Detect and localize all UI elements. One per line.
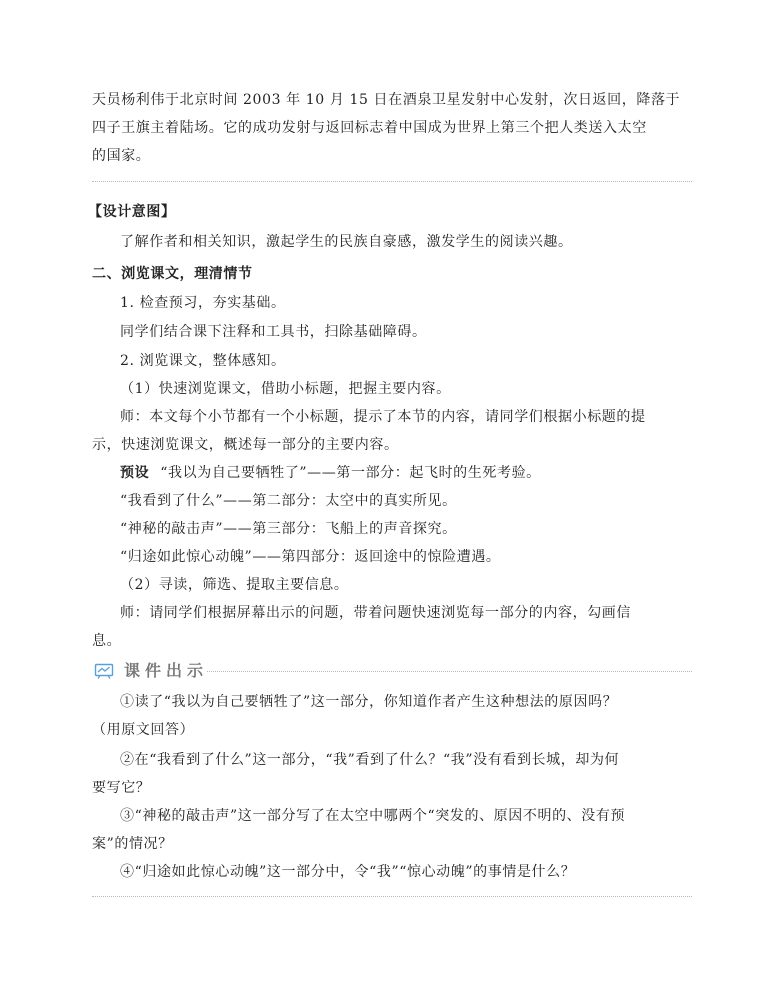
teacher-prompt-1-line-1: 师：本文每个小节都有一个小标题，提示了本节的内容，请同学们根据小标题的提	[120, 409, 646, 425]
preset-item-3: “神秘的敲击声”——第三部分：飞船上的声音探究。	[120, 521, 457, 537]
design-intent-text: 了解作者和相关知识，激起学生的民族自豪感，激发学生的阅读兴趣。	[120, 234, 573, 250]
courseware-header	[92, 660, 692, 682]
step-one: 1. 检查预习，夯实基础。	[120, 295, 286, 311]
preset-item-4: “归途如此惊心动魄”——第四部分：返回途中的惊险遭遇。	[120, 549, 501, 565]
courseware-rule	[207, 671, 692, 672]
teacher-prompt-2-line-2: 息。	[92, 633, 122, 649]
step-two: 2. 浏览课文，整体感知。	[120, 353, 286, 369]
question-4-line-1: ④“归途如此惊心动魄”这一部分中，令“我”“惊心动魄”的事情是什么？	[120, 864, 576, 880]
presentation-board-icon	[94, 663, 114, 679]
intro-line-1: 天员杨利伟于北京时间 2003 年 10 月 15 日在酒泉卫星发射中心发射，次日返回，降落于	[92, 92, 681, 108]
intro-line-3: 的国家。	[92, 148, 151, 164]
preset-item-1: “我以为自己要牺牲了”——第一部分：起飞时的生死考验。	[160, 465, 541, 481]
section-two-heading: 二、浏览课文，理清情节	[92, 266, 253, 282]
sub-step-two: （2）寻读，筛选、提取主要信息。	[120, 577, 349, 593]
preset-line-1	[120, 463, 720, 483]
question-2-line-2: 要写它？	[92, 780, 151, 796]
bottom-divider	[92, 896, 692, 897]
section-divider	[92, 181, 692, 182]
courseware-title: 课件出示	[124, 661, 209, 680]
step-one-desc: 同学们结合课下注释和工具书，扫除基础障碍。	[120, 324, 427, 340]
question-1-line-1: ①读了“我以为自己要牺牲了”这一部分，你知道作者产生这种想法的原因吗？	[120, 694, 618, 710]
sub-step-one: （1）快速浏览课文，借助小标题，把握主要内容。	[120, 381, 451, 397]
question-3-line-1: ③“神秘的敲击声”这一部分写了在太空中哪两个“突发的、原因不明的、没有预	[120, 808, 626, 824]
question-2-line-1: ②在“我看到了什么”这一部分，“我”看到了什么？“我”没有看到长城，却为何	[120, 752, 620, 768]
question-3-line-2: 案”的情况？	[92, 836, 173, 852]
preset-label: 预设	[120, 465, 150, 481]
intro-line-2: 四子王旗主着陆场。它的成功发射与返回标志着中国成为世界上第三个把人类送入太空	[92, 120, 647, 136]
teacher-prompt-2-line-1: 师：请同学们根据屏幕出示的问题，带着问题快速浏览每一部分的内容，勾画信	[120, 605, 631, 621]
teacher-prompt-1-line-2: 示，快速浏览课文，概述每一部分的主要内容。	[92, 437, 399, 453]
design-intent-heading: 【设计意图】	[88, 204, 176, 220]
preset-item-2: “我看到了什么”——第二部分：太空中的真实所见。	[120, 493, 457, 509]
question-1-line-2: （用原文回答）	[92, 722, 195, 738]
